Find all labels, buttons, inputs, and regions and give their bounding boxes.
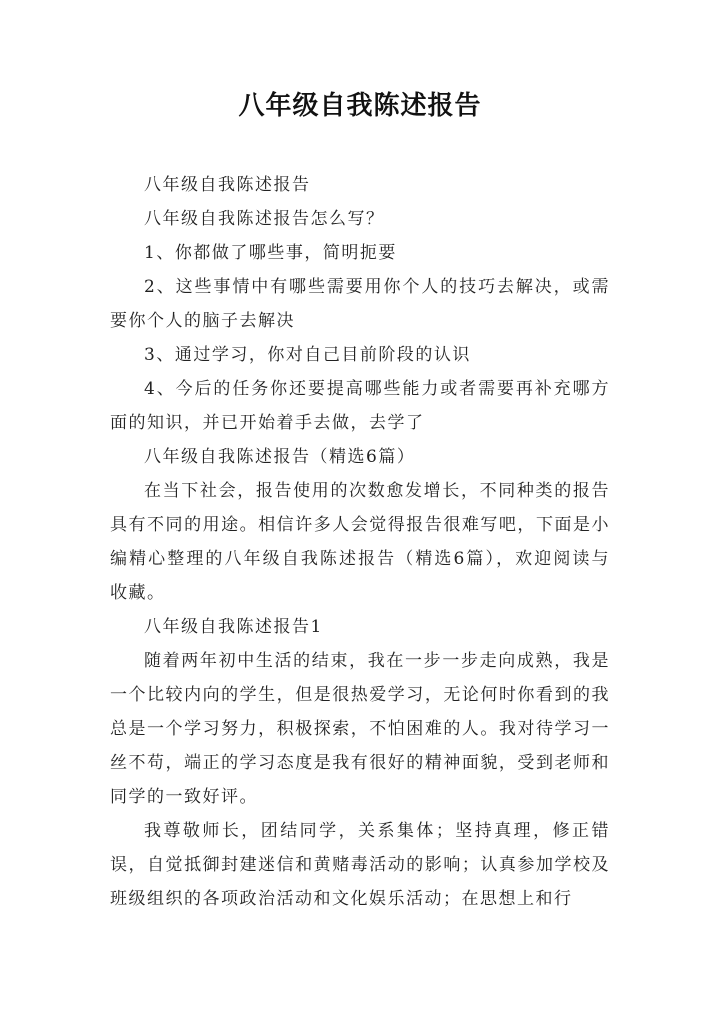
paragraph-item-1: 1、你都做了哪些事，简明扼要: [144, 243, 397, 263]
paragraph-question: 八年级自我陈述报告怎么写？: [144, 209, 385, 229]
document-title: 八年级自我陈述报告: [238, 91, 482, 121]
paragraph-heading: 八年级自我陈述报告: [144, 175, 311, 195]
paragraph-essay-1-heading: 八年级自我陈述报告1: [144, 617, 323, 637]
paragraph-item-2: 2、这些事情中有哪些需要用你个人的技巧去解决，或需要你个人的脑子去解决: [110, 277, 610, 331]
paragraph-item-3: 3、通过学习，你对自己目前阶段的认识: [144, 345, 471, 365]
paragraph-essay-1-body-1: 随着两年初中生活的结束，我在一步一步走向成熟，我是一个比较内向的学生，但是很热爱学习，无论何时你看到的我总是一个学习努力，积极探索，不怕困难的人。我对待学习一丝不苟，端正的学习态度是我有很好的精神面貌，受到老师和同学的一致好评。: [110, 651, 610, 807]
paragraph-essay-1-body-2: 我尊敬师长，团结同学，关系集体；坚持真理，修正错误，自觉抵御封建迷信和黄赌毒活动的影响；认真参加学校及班级组织的各项政治活动和文化娱乐活动；在思想上和行: [110, 821, 610, 909]
document-body: [110, 168, 610, 916]
paragraph-item-4: 4、今后的任务你还要提高哪些能力或者需要再补充哪方面的知识，并已开始着手去做，去学了: [110, 379, 610, 433]
paragraph-intro: 在当下社会，报告使用的次数愈发增长，不同种类的报告具有不同的用途。相信许多人会觉得报告很难写吧，下面是小编精心整理的八年级自我陈述报告（精选6篇），欢迎阅读与收藏。: [110, 481, 610, 603]
paragraph-collection-heading: 八年级自我陈述报告（精选6篇）: [144, 447, 416, 467]
